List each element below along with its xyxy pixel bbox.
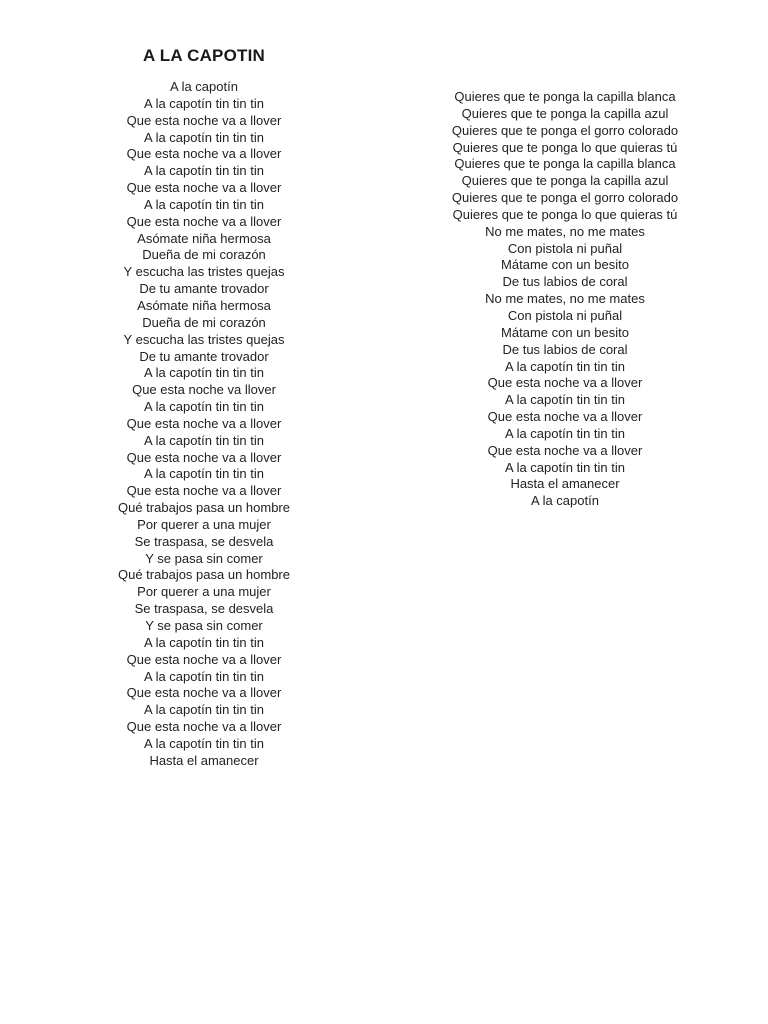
lyric-line: Asómate niña hermosa <box>137 230 271 246</box>
lyric-line: A la capotín tin tin tin <box>144 129 264 145</box>
lyric-line: Y escucha las tristes quejas <box>123 264 285 280</box>
lyric-line: Se traspasa, se desvela <box>134 533 274 549</box>
lyric-line: Qué trabajos pasa un hombre <box>118 567 290 583</box>
lyric-line: Que esta noche va a llover <box>126 651 282 667</box>
lyric-line: A la capotín tin tin tin <box>505 459 625 475</box>
lyric-line: Y se pasa sin comer <box>145 618 263 633</box>
lyric-line: A la capotín <box>170 79 238 94</box>
lyric-line: No me mates, no me mates <box>485 223 645 239</box>
lyric-line: Que esta noche va a llover <box>126 146 282 162</box>
lyric-line: Que esta noche va a llover <box>126 112 282 128</box>
lyric-line: Con pistola ni puñal <box>507 240 623 256</box>
lyric-line: Hasta el amanecer <box>510 476 620 492</box>
lyric-line: A la capotín tin tin tin <box>144 668 264 684</box>
lyric-line: Con pistola ni puñal <box>507 307 623 323</box>
lyrics-right-column <box>415 89 715 510</box>
lyric-line: A la capotín tin tin tin <box>505 392 625 408</box>
lyric-line: A la capotín tin tin tin <box>144 399 264 415</box>
lyric-line: Quieres que te ponga lo que quieras tú <box>452 206 678 222</box>
lyrics-left-column <box>54 79 354 770</box>
lyric-line: A la capotín tin tin tin <box>505 425 625 441</box>
lyric-line: Quieres que te ponga el gorro colorado <box>451 190 679 206</box>
lyric-line: A la capotín tin tin tin <box>144 702 264 718</box>
song-title: A LA CAPOTIN <box>142 46 266 65</box>
lyric-line: Y escucha las tristes quejas <box>123 331 285 347</box>
lyric-line: Quieres que te ponga la capilla azul <box>461 173 669 189</box>
lyric-line: A la capotín tin tin tin <box>144 365 264 381</box>
lyric-line: Que esta noche va a llover <box>126 685 282 701</box>
lyric-line: Por querer a una mujer <box>137 516 271 532</box>
lyric-line: Que esta noche va a llover <box>126 449 282 465</box>
lyric-line: De tus labios de coral <box>502 274 628 290</box>
lyric-line: Asómate niña hermosa <box>137 297 271 313</box>
lyric-line: Que esta noche va a llover <box>487 442 643 458</box>
lyric-line: A la capotín tin tin tin <box>144 95 264 111</box>
lyric-line: A la capotín tin tin tin <box>144 163 264 179</box>
lyric-line: Que esta noche va a llover <box>126 180 282 196</box>
lyric-line: Se traspasa, se desvela <box>134 601 274 617</box>
lyric-line: Que esta noche va a llover <box>126 483 282 499</box>
lyric-line: Mátame con un besito <box>501 257 629 273</box>
lyric-line: A la capotín tin tin tin <box>144 196 264 212</box>
lyric-line: A la capotín tin tin tin <box>144 735 264 751</box>
lyric-line: Que esta noche va a llover <box>126 415 282 431</box>
lyric-line: Dueña de mi corazón <box>142 314 266 330</box>
lyric-line: A la capotín tin tin tin <box>144 634 264 650</box>
lyric-line: Por querer a una mujer <box>137 584 271 600</box>
lyric-line: Mátame con un besito <box>501 324 629 340</box>
lyric-line: Dueña de mi corazón <box>142 247 266 263</box>
lyric-line: Quieres que te ponga la capilla azul <box>461 105 669 121</box>
lyric-line: Que esta noche va a llover <box>487 375 643 391</box>
lyric-line: Quieres que te ponga lo que quieras tú <box>452 139 678 155</box>
lyric-line: No me mates, no me mates <box>485 291 645 307</box>
lyric-line: A la capotín tin tin tin <box>144 432 264 448</box>
lyric-line: Que esta noche va a llover <box>126 213 282 229</box>
lyric-line: Que esta noche va a llover <box>487 409 643 425</box>
lyric-line: Hasta el amanecer <box>149 752 259 768</box>
lyric-line: Y se pasa sin comer <box>145 550 263 566</box>
lyric-line: Qué trabajos pasa un hombre <box>118 500 290 516</box>
lyric-line: Quieres que te ponga la capilla blanca <box>454 156 676 172</box>
lyric-line: De tu amante trovador <box>139 348 269 364</box>
lyric-line: Quieres que te ponga el gorro colorado <box>451 122 679 138</box>
lyric-line: A la capotín <box>531 493 599 509</box>
lyric-line: De tu amante trovador <box>139 281 269 297</box>
lyric-line: Que esta noche va llover <box>132 382 276 398</box>
lyric-line: A la capotín tin tin tin <box>505 358 625 374</box>
lyric-line: A la capotín tin tin tin <box>144 466 264 482</box>
lyric-line: Quieres que te ponga la capilla blanca <box>454 89 676 104</box>
lyric-line: Que esta noche va a llover <box>126 719 282 735</box>
lyric-line: De tus labios de coral <box>502 341 628 357</box>
